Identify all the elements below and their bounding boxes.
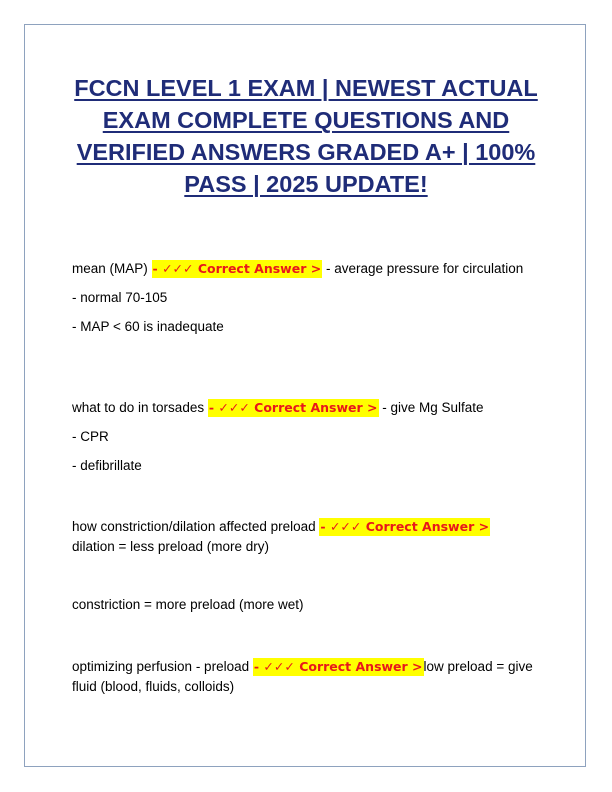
correct-answer-marker: - ✓✓✓ Correct Answer > xyxy=(320,519,490,534)
answer-text: - give Mg Sulfate xyxy=(378,400,484,415)
answer-line: - CPR xyxy=(72,429,109,444)
answer-line: - defibrillate xyxy=(72,458,142,473)
qa-item-torsades xyxy=(72,398,542,476)
question-text: optimizing perfusion - preload xyxy=(72,659,250,674)
question-text: what to do in torsades xyxy=(72,400,205,415)
answer-line: - normal 70-105 xyxy=(72,290,168,305)
answer-line: - MAP < 60 is inadequate xyxy=(72,319,224,334)
answer-text: low preload = give fluid (blood, fluids, colloids) xyxy=(72,659,533,694)
answer-line: constriction = more preload (more wet) xyxy=(72,597,304,612)
question-text: mean (MAP) xyxy=(72,261,148,276)
correct-answer-marker: - ✓✓✓ Correct Answer > xyxy=(208,400,378,415)
qa-item-map xyxy=(72,259,542,337)
question-text: how constriction/dilation affected preload xyxy=(72,519,316,534)
answer-text: dilation = less preload (more dry) xyxy=(72,539,269,554)
correct-answer-marker: - ✓✓✓ Correct Answer > xyxy=(253,659,423,674)
answer-text: - average pressure for circulation xyxy=(322,261,524,276)
qa-item-preload-constriction xyxy=(72,517,542,615)
correct-answer-marker: - ✓✓✓ Correct Answer > xyxy=(152,261,322,276)
qa-item-perfusion-preload xyxy=(72,657,542,697)
document-title: FCCN LEVEL 1 EXAM | NEWEST ACTUAL EXAM COMPLETE QUESTIONS AND VERIFIED ANSWERS GRADED A+ | 100% PASS | 2025 UPDATE! xyxy=(74,75,538,197)
